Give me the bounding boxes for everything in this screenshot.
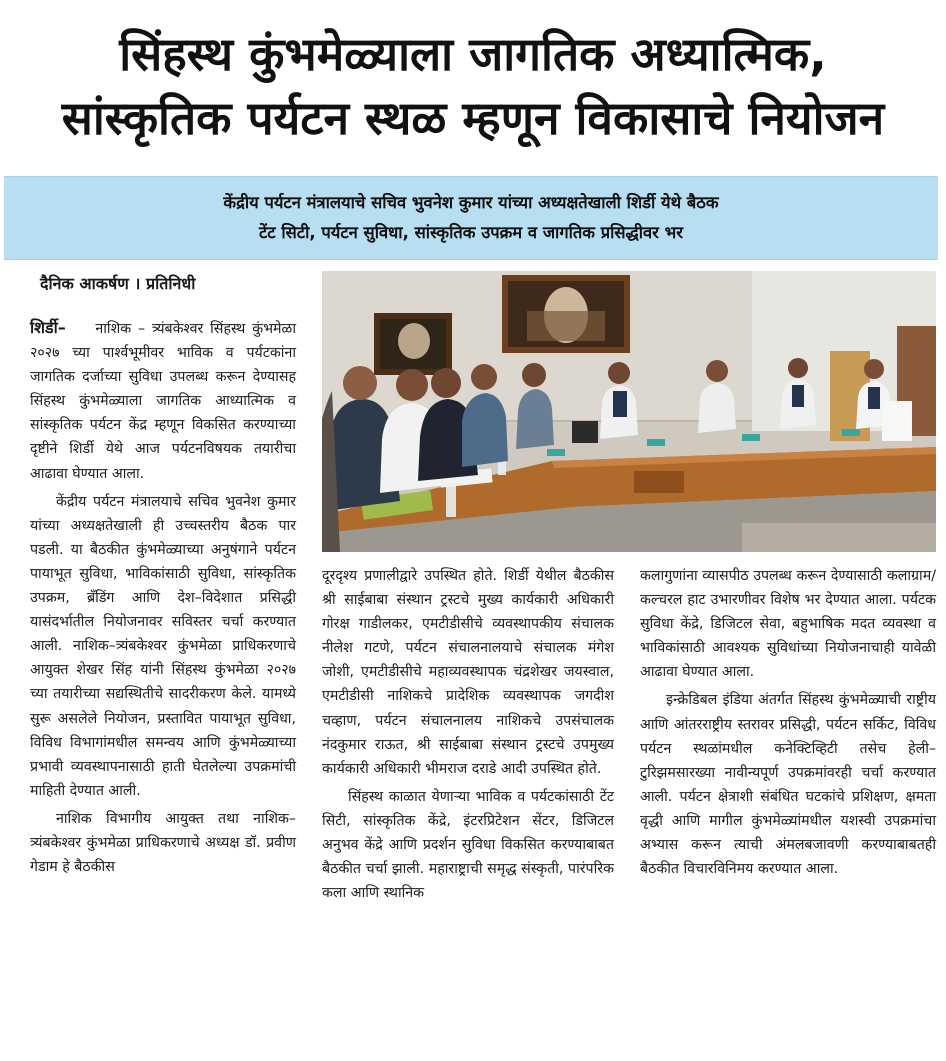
dateline: शिर्डी– xyxy=(30,318,66,337)
headline-line-2: सांस्कृतिक पर्यटन स्थळ म्हणून विकासाचे नियोजन xyxy=(61,91,885,145)
subheadline-line-2: टेंट सिटी, पर्यटन सुविधा, सांस्कृतिक उपक्रम व जागतिक प्रसिद्धीवर भर xyxy=(258,223,684,242)
headline xyxy=(0,22,946,150)
article-column-3 xyxy=(640,564,936,885)
article-column-1 xyxy=(30,316,296,883)
paragraph: सिंहस्थ काळात येणाऱ्या भाविक व पर्यटकांसाठी टेंट सिटी, सांस्कृतिक केंद्रे, इंटरप्रिटेशन सेंटर, डिजिटल अनुभव केंद्रे आणि प्रदर्शन सुविधा विकसित करण्याबाबत बैठकीत चर्चा झाली. महाराष्ट्राची समृद्ध संस्कृती, पारंपरिक कला आणि स्थानिक xyxy=(322,788,614,902)
paragraph-text: नाशिक – त्र्यंबकेश्वर सिंहस्थ कुंभमेळा २०२७ च्या पार्श्वभूमीवर भाविक व पर्यटकांना जागतिक दर्जाच्या सुविधा उपलब्ध करून देण्यासह सिंहस्थ कुंभमेळ्याला जागतिक आध्यात्मिक व सांस्कृतिक पर्यटन केंद्र म्हणून विकसित करण्याच्या दृष्टीने शिर्डी येथे आज पर्यटनविषयक तयारीचा आढावा घेण्यात आला. xyxy=(30,321,297,482)
paragraph: कलागुणांना व्यासपीठ उपलब्ध करून देण्यासाठी कलाग्राम/कल्चरल हाट उभारणीवर विशेष भर देण्यात आला. पर्यटक सुविधा केंद्रे, डिजिटल सेवा, बहुभाषिक मदत व्यवस्था व भाविकांसाठी आवश्यक सुविधांच्या नियोजनाचाही यावेळी आढावा घेण्यात आला. xyxy=(640,568,936,681)
paragraph xyxy=(30,316,296,486)
paragraph: नाशिक विभागीय आयुक्त तथा नाशिक–त्र्यंबकेश्वर कुंभमेळा प्राधिकरणाचे अध्यक्ष डॉ. प्रवीण गेडाम हे बैठकीस xyxy=(30,810,296,876)
headline-line-1: सिंहस्थ कुंभमेळ्याला जागतिक अध्यात्मिक, xyxy=(119,27,827,81)
meeting-photo xyxy=(322,271,936,552)
paragraph: दूरदृश्य प्रणालीद्वारे उपस्थित होते. शिर्डी येथील बैठकीस श्री साईबाबा संस्थान ट्रस्टचे मुख्य कार्यकारी अधिकारी गोरक्ष गाडीलकर, एमटीडीसीचे व्यवस्थापकीय संचालक नीलेश गटणे, पर्यटन संचालनालयाचे संचालक मंगेश जोशी, एमटीडीसीचे महाव्यवस्थापक चंद्रशेखर जयस्वाल, एमटीडीसी नाशिकचे प्रादेशिक व्यवस्थापक जगदीश चव्हाण, पर्यटन संचालनालय नाशिकचे उपसंचालक नंदकुमार राऊत, श्री साईबाबा संस्थान ट्रस्टचे उपमुख्य कार्यकारी अधिकारी भीमराज दराडे आदी उपस्थित होते. xyxy=(322,568,614,777)
subheadline-box xyxy=(4,176,938,260)
byline: दैनिक आकर्षण । प्रतिनिधी xyxy=(40,274,196,293)
paragraph: इन्क्रेडिबल इंडिया अंतर्गत सिंहस्थ कुंभमेळ्याची राष्ट्रीय आणि आंतरराष्ट्रीय स्तरावर प्रसिद्धी, पर्यटन सर्किट, विविध पर्यटन स्थळांमधील कनेक्टिव्हिटी तसेच हेली–टुरिझमसारख्या नावीन्यपूर्ण उपक्रमांवरही चर्चा करण्यात आली. पर्यटन क्षेत्राशी संबंधित घटकांचे प्रशिक्षण, क्षमता वृद्धी आणि मागील कुंभमेळ्यांमधील यशस्वी उपक्रमांचा अभ्यास करून त्याची अंमलबजावणी करण्याबाबतही बैठकीत विचारविनिमय करण्यात आला. xyxy=(640,692,936,878)
paragraph: केंद्रीय पर्यटन मंत्रालयाचे सचिव भुवनेश कुमार यांच्या अध्यक्षतेखाली ही उच्चस्तरीय बैठक पार पडली. या बैठकीत कुंभमेळ्याच्या अनुषंगाने पर्यटन पायाभूत सुविधा, भाविकांसाठी सुविधा, सांस्कृतिक उपक्रम, ब्रँडिंग आणि देश–विदेशात प्रसिद्धी यासंदर्भातील नियोजनावर सविस्तर चर्चा करण्यात आली. नाशिक–त्र्यंबकेश्वर कुंभमेळा प्राधिकरणाचे आयुक्त शेखर सिंह यांनी सिंहस्थ कुंभमेळा २०२७ च्या तयारीच्या सद्यस्थितीचे सादरीकरण केले. यामध्ये सुरू असलेले नियोजन, प्रस्तावित पायाभूत सुविधा, विविध विभागांमधील समन्वय आणि कुंभमेळ्याच्या प्रभावी व्यवस्थापनासाठी हाती घेतलेल्या उपक्रमांची माहिती देण्यात आली. xyxy=(30,493,296,799)
article-column-2 xyxy=(322,564,614,909)
subheadline-line-1: केंद्रीय पर्यटन मंत्रालयाचे सचिव भुवनेश कुमार यांच्या अध्यक्षतेखाली शिर्डी येथे बैठक xyxy=(223,193,719,212)
